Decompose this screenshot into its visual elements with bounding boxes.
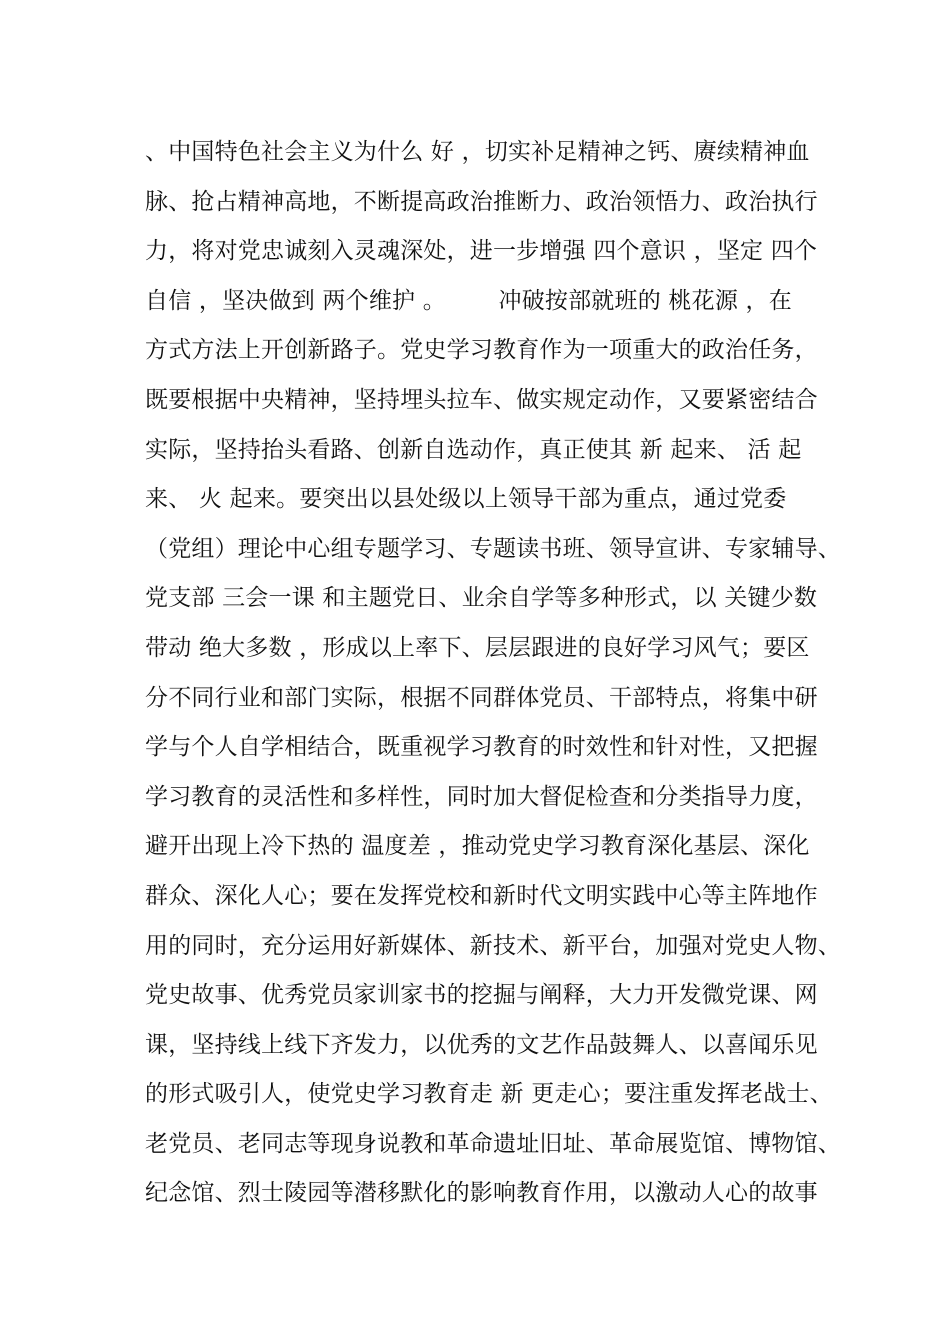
- text-line: 学习教育的灵活性和多样性，同时加大督促检查和分类指导力度，: [145, 783, 818, 810]
- text-line: 纪念馆、烈士陵园等潜移默化的影响教育作用，以激动人心的故事: [145, 1180, 818, 1207]
- text-line: 来、 火 起来。要突出以县处级以上领导干部为重点，通过党委: [145, 486, 787, 513]
- text-line: 避开出现上冷下热的 温度差 ，推动党史学习教育深化基层、深化: [145, 833, 810, 860]
- text-line: 课，坚持线上线下齐发力，以优秀的文艺作品鼓舞人、以喜闻乐见: [145, 1031, 818, 1058]
- text-line: 用的同时，充分运用好新媒体、新技术、新平台，加强对党史人物、: [145, 932, 841, 959]
- body-text: [145, 128, 841, 1219]
- text-line: 老党员、老同志等现身说教和革命遗址旧址、革命展览馆、博物馆、: [145, 1130, 841, 1157]
- text-line: 方式方法上开创新路子。党史学习教育作为一项重大的政治任务，: [145, 337, 818, 364]
- text-line: 群众、深化人心；要在发挥党校和新时代文明实践中心等主阵地作: [145, 882, 818, 909]
- text-line: 自信 ，坚决做到 两个维护 。 冲破按部就班的 桃花源 ，在: [145, 287, 792, 314]
- text-line: 党支部 三会一课 和主题党日、业余自学等多种形式，以 关键少数: [145, 585, 818, 612]
- text-line: 脉、抢占精神高地，不断提高政治推断力、政治领悟力、政治执行: [145, 188, 818, 215]
- text-line: 学与个人自学相结合，既重视学习教育的时效性和针对性，又把握: [145, 734, 818, 761]
- text-line: 分不同行业和部门实际，根据不同群体党员、干部特点，将集中研: [145, 684, 818, 711]
- text-line: 、中国特色社会主义为什么 好 ，切实补足精神之钙、赓续精神血: [145, 139, 810, 165]
- text-line: 的形式吸引人，使党史学习教育走 新 更走心；要注重发挥老战士、: [145, 1081, 833, 1108]
- text-line: 实际，坚持抬头看路、创新自选动作，真正使其 新 起来、 活 起: [145, 436, 802, 463]
- text-line: 既要根据中央精神，坚持埋头拉车、做实规定动作，又要紧密结合: [145, 386, 818, 413]
- text-line: （党组）理论中心组专题学习、专题读书班、领导宣讲、专家辅导、: [145, 535, 841, 562]
- text-line: 带动 绝大多数 ，形成以上率下、层层跟进的良好学习风气；要区: [145, 634, 810, 661]
- text-line: 党史故事、优秀党员家训家书的挖掘与阐释，大力开发微党课、网: [145, 982, 818, 1009]
- text-line: 力，将对党忠诚刻入灵魂深处，进一步增强 四个意识 ，坚定 四个: [145, 238, 818, 265]
